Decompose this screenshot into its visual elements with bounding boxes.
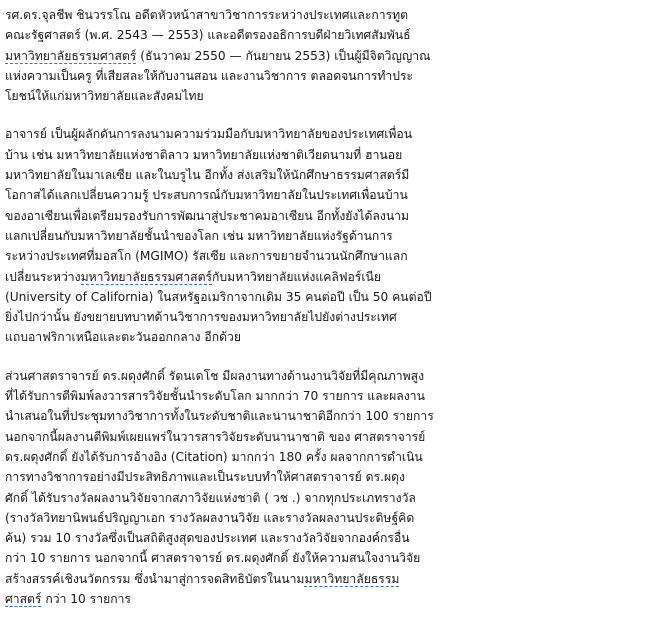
text-run: ระหว่างประเทศที่มอสโก (MGIMO) รัสเซีย และการขยายจำนวนนักศึกษาแลก [5, 249, 408, 264]
text-line [5, 46, 641, 66]
university-link[interactable]: มหาวิทยาลัยธรรมศาสตร์ [80, 269, 213, 284]
paragraph-1 [5, 5, 641, 106]
text-line [5, 86, 641, 106]
university-link[interactable]: มหาวิทยาลัยธรรมศาสตร์ [5, 48, 137, 63]
text-run: มหาวิทยาลัยในมาเลเซีย และในบรูไน อีกทั้ง ส่งเสริมให้นักศึกษาธรรมศาสตร์มี [5, 168, 410, 183]
text-run: สร้างสรรค์เชิงนวัตกรรม ซึ่งนำมาสู่การจดสิทธิบัตรในนาม [5, 571, 305, 586]
text-run: อาจารย์ เป็นผู้ผลักดันการลงนามความร่วมมือกับมหาวิทยาลัยของประเทศเพื่อน [5, 127, 413, 142]
text-run: แถบอาฟริกาเหนือและตะวันออกกลาง อีกด้วย [5, 330, 242, 345]
text-run: กับมหาวิทยาลัยแห่งแคลิฟอร์เนีย [212, 269, 381, 284]
text-run: (ธันวาคม 2550 — กันยายน 2553) เป็นผู้มีจิตวิญญาณ [136, 48, 431, 63]
text-run: ค้น) รวม 10 รางวัลซึ่งเป็นสถิติสูงสุดของประเทศ และรางวัลวิจัยจากองค์กรอื่น [5, 531, 410, 546]
university-link[interactable]: มหาวิทยาลัยธรรม [304, 571, 400, 586]
text-line [5, 548, 641, 568]
text-line [5, 386, 641, 406]
text-line [5, 25, 641, 45]
text-run: นำเสนอในที่ประชุมทางวิชาการทั้งในระดับชาติและนานาชาติอีกกว่า 100 รายการ [5, 409, 434, 424]
text-line [5, 246, 641, 266]
text-run: ศักดิ์ ได้รับรางวัลผลงานวิจัยจากสภาวิจัยแห่งชาติ ( วช .) จากทุกประเภทรางวัล [5, 490, 416, 505]
university-link[interactable]: ศาสตร์ [5, 592, 42, 607]
text-run: โอกาสได้แลกเปลี่ยนความรู้ ประสบการณ์กับมหาวิทยาลัยในประเทศเพื่อนบ้าน [5, 188, 408, 203]
text-line [5, 589, 641, 609]
text-line [5, 206, 641, 226]
text-line [5, 447, 641, 467]
text-run: ของอาเซียนเพื่อเตรียมรองรับการพัฒนาสู่ประชาคมอาเซียน อีกทั้งยังได้ลงนาม [5, 208, 410, 223]
text-line [5, 145, 641, 165]
text-line [5, 528, 641, 548]
text-run: ส่วนศาสตราจารย์ ดร.ผดุงศักดิ์ รัตนเดโช มีผลงานทางด้านงานวิจัยที่มีคุณภาพสูง [5, 368, 425, 383]
text-line [5, 366, 641, 386]
text-line [5, 165, 641, 185]
text-line [5, 66, 641, 86]
text-line [5, 508, 641, 528]
text-run: เปลี่ยนระหว่าง [5, 269, 81, 284]
paragraph-3 [5, 366, 641, 610]
text-line [5, 307, 641, 327]
text-run: รศ.ดร.จุลชีพ ชินวรรโณ อดีตหัวหน้าสาขาวิชาการระหว่างประเทศและการทูต [5, 8, 409, 22]
text-run: (University of California) ในสหรัฐอเมริกาจากเดิม 35 คนต่อปี เป็น 50 คนต่อปี [5, 289, 432, 304]
text-run: บ้าน เช่น มหาวิทยาลัยแห่งชาติลาว มหาวิทยาลัยแห่งชาติเวียดนามที่ ฮานอย [5, 147, 403, 162]
text-run: แห่งความเป็นครู ที่เสียสละให้กับงานสอน และงานวิชาการ ตลอดจนการทำประ [5, 68, 414, 83]
text-run: คณะรัฐศาสตร์ (พ.ศ. 2543 — 2553) และอดีตรองอธิการบดีฝ่ายวิเทศสัมพันธ์ [5, 28, 411, 43]
text-line [5, 287, 641, 307]
text-run: กว่า 10 รายการ [41, 592, 131, 607]
text-line [5, 327, 641, 347]
text-run: โยชน์ให้แก่มหาวิทยาลัยและสังคมไทย [5, 89, 204, 104]
text-run: กว่า 10 รายการ นอกจากนี้ ศาสตราจารย์ ดร.ผดุงศักดิ์ ยังให้ความสนใจงานวิจัย [5, 551, 421, 566]
text-line [5, 226, 641, 246]
text-run: แลกเปลี่ยนกับมหาวิทยาลัยชั้นนำของโลก เช่น มหาวิทยาลัยแห่งรัฐด้านการ [5, 228, 393, 243]
text-line [5, 488, 641, 508]
text-line [5, 467, 641, 487]
text-run: ดร.ผดุงศักดิ์ ยังได้รับการอ้างอิง (Citation) มากกว่า 180 ครั้ง ผลจากการดำเนิน [5, 449, 423, 464]
text-line [5, 267, 641, 287]
text-run: ที่ได้รับการตีพิมพ์ลงวารสารวิจัยชั้นนำระดับโลก มากกว่า 70 รายการ และผลงาน [5, 389, 425, 404]
text-line [5, 124, 641, 144]
text-run: (รางวัลวิทยานิพนธ์ปริญญาเอก รางวัลผลงานวิจัย และรางวัลผลงานประดิษฐ์คิด [5, 510, 415, 525]
text-line [5, 427, 641, 447]
text-line [5, 5, 641, 25]
article-body [5, 5, 641, 627]
text-run: ยิ่งไปกว่านั้น ยังขยายบทบาทด้านวิชาการของมหาวิทยาลัยไปยังต่างประเทศ [5, 310, 397, 325]
text-run: การทางวิชาการอย่างมีประสิทธิภาพและเป็นระบบทำให้ศาสตราจารย์ ดร.ผดุง [5, 470, 406, 485]
text-line [5, 406, 641, 426]
text-line [5, 185, 641, 205]
text-run: นอกจากนี้ผลงานตีพิมพ์เผยแพร่ในวารสารวิจัยระดับนานาชาติ ของ ศาสตราจารย์ [5, 429, 426, 444]
text-line [5, 569, 641, 589]
paragraph-2 [5, 124, 641, 347]
